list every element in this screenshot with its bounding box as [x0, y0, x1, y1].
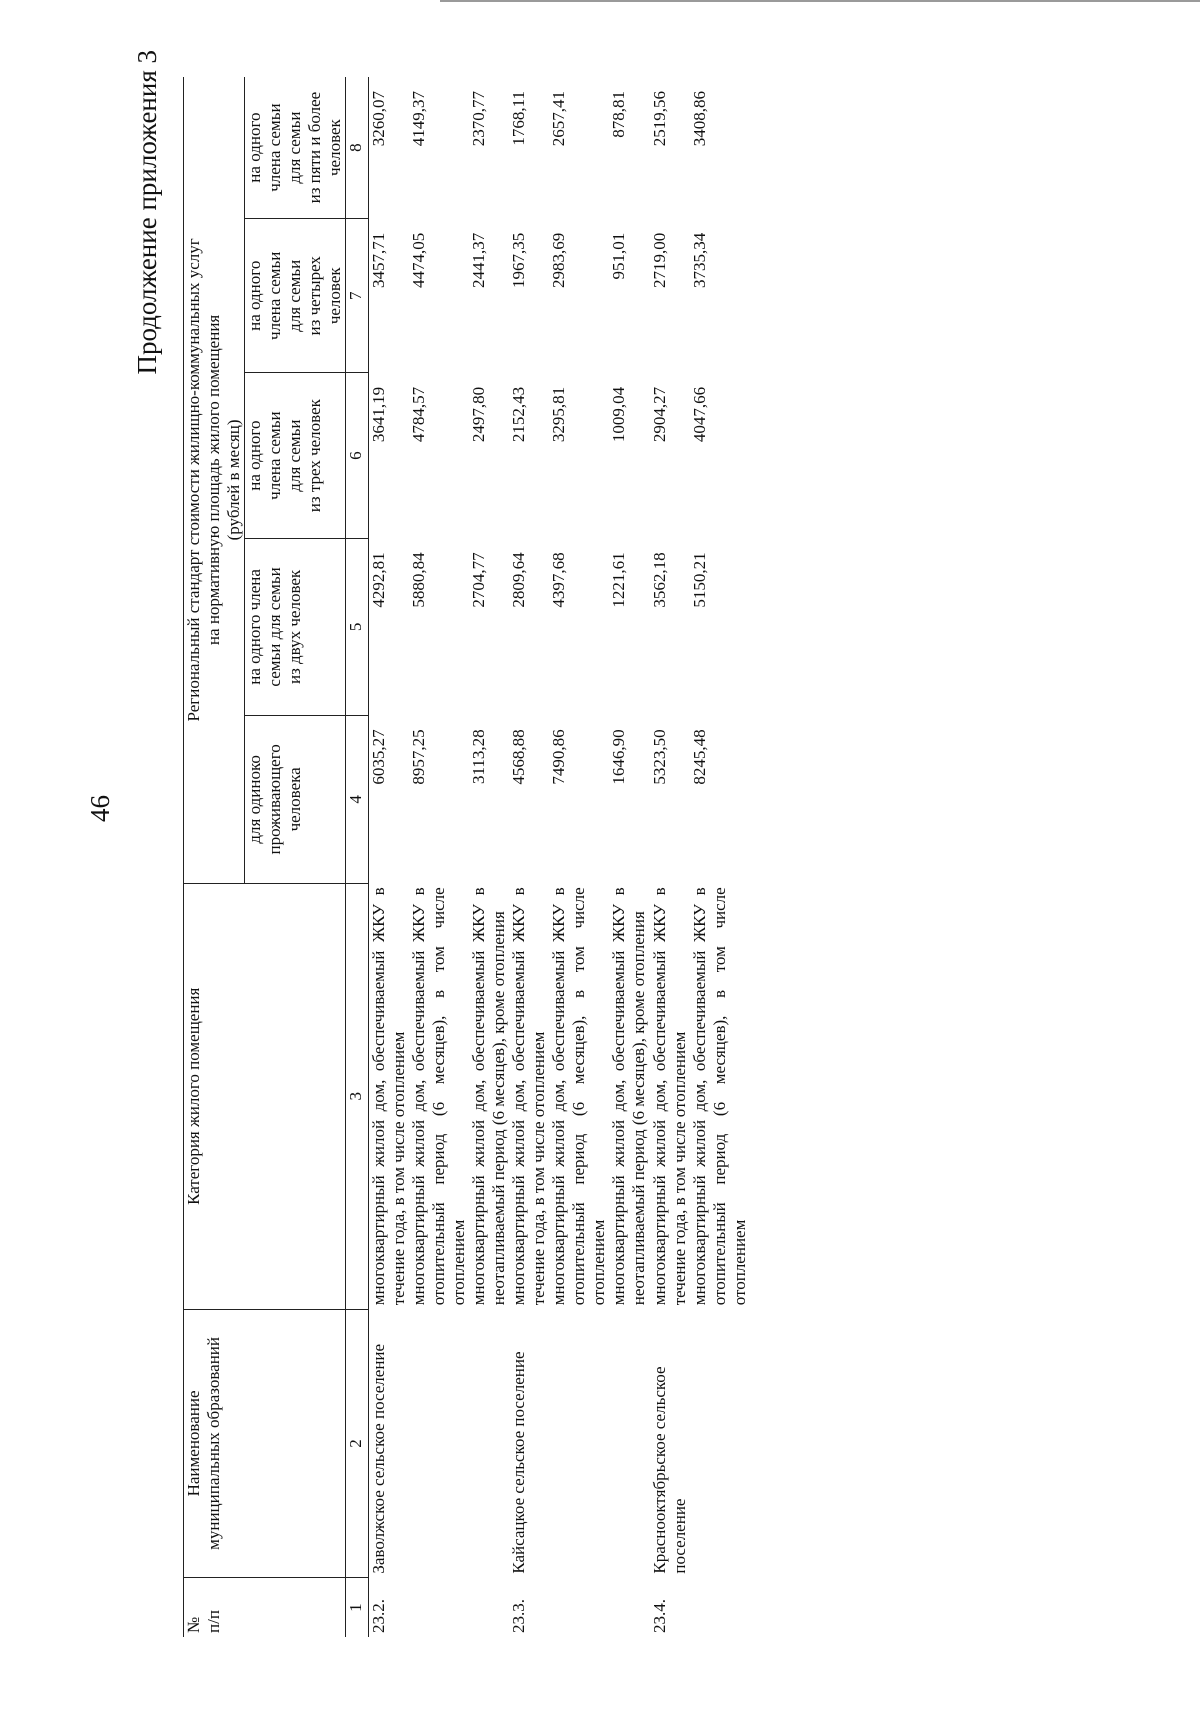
municipality-name: Кайсацкое сельское поселение	[509, 1351, 529, 1574]
cost-value: 3408,86	[689, 91, 709, 147]
municipality-name: Краснооктябрьское сельское поселение	[649, 1366, 689, 1574]
column-number: 3	[345, 883, 368, 1309]
cost-value: 2519,56	[649, 91, 669, 147]
cost-value: 8245,48	[689, 729, 709, 785]
column-number: 8	[345, 77, 368, 219]
cost-value: 5880,84	[408, 552, 428, 608]
municipality-name: Заволжское сельское поселение	[368, 1343, 388, 1574]
column-number: 6	[345, 373, 368, 539]
dwelling-category: многоквартирный жилой дом, обеспечиваемый ЖКУ в отопительный период (6 месяцев), в том числе отоплением	[689, 887, 749, 1306]
empty-cell	[690, 1578, 750, 1637]
header-sub-col-4: для одиноко проживающего человека	[244, 715, 345, 883]
header-category: Категория жилого помещения	[184, 883, 346, 1309]
header-regional-standard: Региональный стандарт стоимости жилищно-коммунальных услуг на нормативную площадь жилого помещения (рублей в месяц)	[184, 77, 245, 883]
cost-value: 5323,50	[649, 729, 669, 785]
cost-value: 2497,80	[469, 386, 489, 443]
cost-value: 1009,04	[609, 386, 629, 443]
cost-value: 3260,07	[368, 91, 388, 147]
cost-value: 7490,86	[549, 729, 569, 785]
table-row	[690, 77, 750, 1637]
page-number: 46	[85, 795, 115, 822]
cost-value: 2719,00	[649, 232, 669, 288]
cost-value: 4292,81	[368, 552, 388, 608]
cost-value: 8957,25	[408, 729, 428, 785]
row-number: 23.4.	[649, 1599, 669, 1633]
table-row	[509, 77, 549, 1637]
cost-value: 2983,69	[549, 232, 569, 288]
column-number: 1	[345, 1578, 368, 1637]
table-row	[368, 77, 409, 1637]
dwelling-category: многоквартирный жилой дом, обеспечиваемый ЖКУ в неотапливаемый период (6 месяцев), кроме отопления	[609, 887, 649, 1306]
cost-value: 1768,11	[509, 91, 529, 146]
empty-cell	[409, 1578, 469, 1637]
cost-value: 4784,57	[408, 386, 428, 443]
cost-value: 951,01	[609, 232, 629, 280]
cost-value: 3641,19	[368, 386, 388, 443]
cost-value: 3295,81	[549, 386, 569, 443]
table-row	[549, 77, 609, 1637]
table-row	[650, 77, 690, 1637]
dwelling-category: многоквартирный жилой дом, обеспечиваемый ЖКУ в течение года, в том числе отоплением	[649, 887, 689, 1306]
dwelling-category: многоквартирный жилой дом, обеспечиваемый ЖКУ в течение года, в том числе отоплением	[509, 887, 549, 1306]
dwelling-category: многоквартирный жилой дом, обеспечиваемый ЖКУ в неотапливаемый период (6 месяцев), кроме отопления	[469, 887, 509, 1306]
row-number: 23.2.	[368, 1599, 388, 1633]
cost-value: 4568,88	[509, 729, 529, 785]
dwelling-category: многоквартирный жилой дом, обеспечиваемый ЖКУ в отопительный период (6 месяцев), в том числе отоплением	[408, 887, 469, 1306]
dwelling-category: многоквартирный жилой дом, обеспечиваемый ЖКУ в отопительный период (6 месяцев), в том числе отоплением	[549, 887, 609, 1306]
header-sub-col-7: на одного члена семьи для семьи из четырех человек	[244, 219, 345, 373]
dwelling-category: многоквартирный жилой дом, обеспечиваемый ЖКУ в течение года, в том числе отоплением	[368, 887, 408, 1306]
header-sub-col-6: на одного члена семьи для семьи из трех человек	[244, 373, 345, 539]
cost-value: 2809,64	[509, 552, 529, 608]
cost-value: 3113,28	[469, 729, 489, 785]
empty-cell	[609, 1309, 649, 1577]
row-number: 23.3.	[509, 1599, 529, 1633]
housing-cost-standard-table	[183, 77, 750, 1637]
header-sub-col-5: на одного члена семьи для семьи из двух человек	[244, 538, 345, 715]
empty-cell	[549, 1578, 609, 1637]
empty-cell	[469, 1578, 509, 1637]
cost-value: 2704,77	[469, 552, 489, 608]
column-number: 7	[345, 219, 368, 373]
column-number: 2	[345, 1309, 368, 1577]
cost-value: 1646,90	[609, 729, 629, 785]
cost-value: 1221,61	[609, 552, 629, 608]
cost-value: 2904,27	[649, 386, 669, 443]
empty-cell	[469, 1309, 509, 1577]
cost-value: 2370,77	[469, 91, 489, 147]
cost-value: 4047,66	[689, 386, 709, 443]
empty-cell	[609, 1578, 649, 1637]
column-number: 5	[345, 538, 368, 715]
table-row	[469, 77, 509, 1637]
empty-cell	[409, 1309, 469, 1577]
cost-value: 1967,35	[509, 232, 529, 288]
column-number: 4	[345, 715, 368, 883]
cost-value: 4474,05	[408, 232, 428, 288]
appendix-title: Продолжение приложения 3	[132, 50, 162, 375]
cost-value: 3735,34	[689, 232, 709, 288]
cost-value: 3457,71	[368, 232, 388, 288]
cost-value: 4149,37	[408, 91, 428, 147]
header-num: № п/п	[184, 1578, 346, 1637]
cost-value: 6035,27	[368, 729, 388, 785]
cost-value: 5150,21	[689, 552, 709, 608]
table-row	[609, 77, 649, 1637]
cost-value: 2657,41	[549, 91, 569, 147]
header-municipality: Наименование муниципальных образований	[184, 1309, 346, 1577]
cost-value: 3562,18	[649, 552, 669, 608]
header-sub-col-8: на одного члена семьи для семьи из пяти и более человек	[244, 77, 345, 219]
table-row	[409, 77, 469, 1637]
cost-value: 2152,43	[509, 386, 529, 443]
cost-value: 878,81	[609, 91, 629, 138]
empty-cell	[690, 1309, 750, 1577]
cost-value: 4397,68	[549, 552, 569, 608]
cost-value: 2441,37	[469, 232, 489, 288]
empty-cell	[549, 1309, 609, 1577]
